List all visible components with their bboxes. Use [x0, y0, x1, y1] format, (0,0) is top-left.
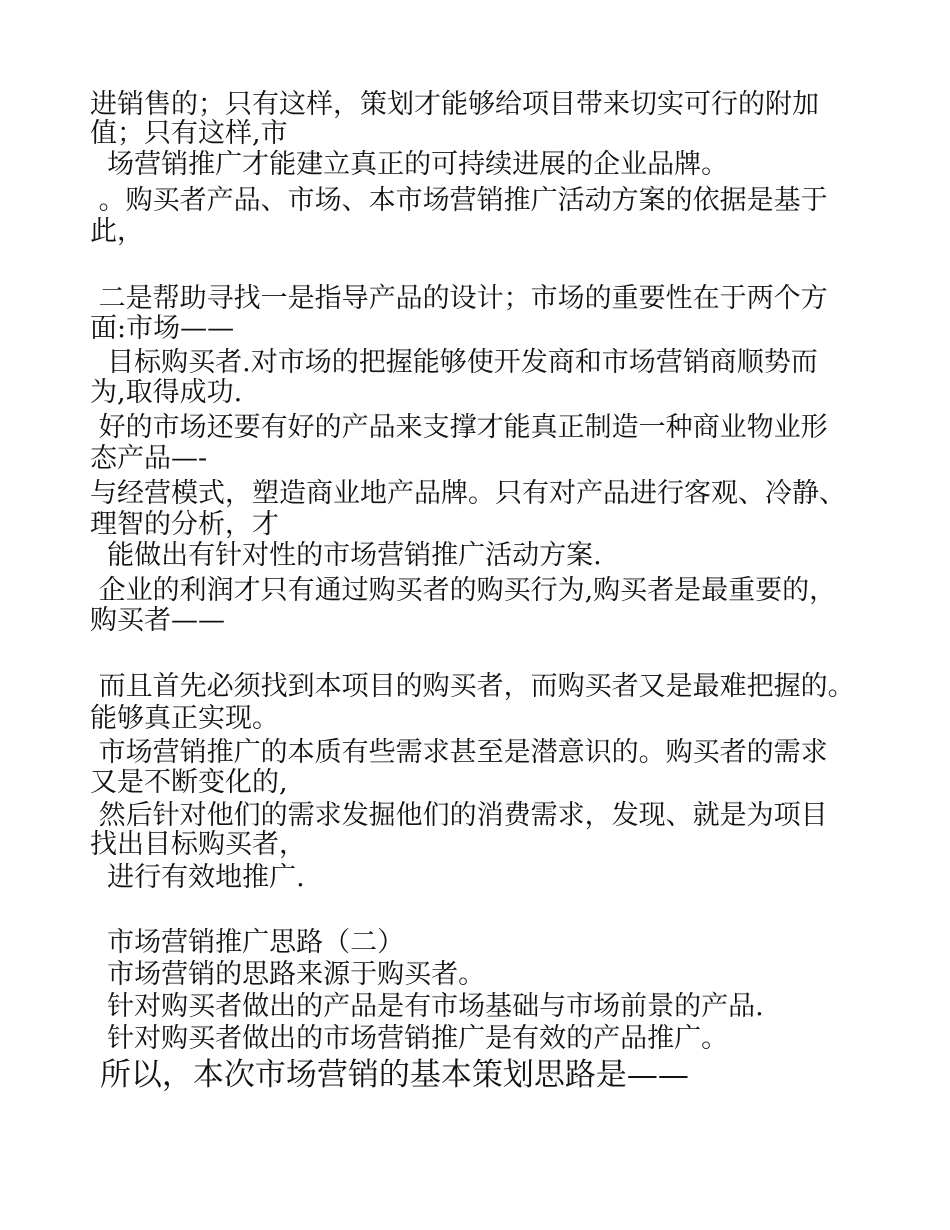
text-line: 针对购买者做出的市场营销推广是有效的产品推广。	[90, 1023, 729, 1054]
text-line: 能做出有针对性的市场营销推广活动方案.	[90, 540, 602, 571]
text-line: 二是帮助寻找一是指导产品的设计；市场的重要性在于两个方	[90, 283, 828, 314]
text-line: 好的市场还要有好的产品来支撑才能真正制造一种商业物业形	[90, 412, 828, 443]
text-line: 找出目标购买者，	[90, 829, 306, 860]
text-line-emphasis: 所以，本次市场营销的基本策划思路是——	[90, 1057, 689, 1093]
text-line: 进行有效地推广.	[90, 862, 305, 893]
text-line: 进销售的；只有这样，策划才能够给项目带来切实可行的附加	[90, 89, 819, 120]
text-line: 购买者——	[90, 605, 225, 636]
text-line: 与经营模式，塑造商业地产品牌。只有对产品进行客观、冷静、	[90, 478, 846, 509]
text-line: 市场营销推广思路（二）	[90, 927, 405, 958]
text-line: 市场营销的思路来源于购买者。	[90, 959, 486, 990]
text-line: 态产品—-	[90, 443, 208, 474]
text-line: 场营销推广才能建立真正的可持续进展的企业品牌。	[90, 149, 729, 180]
text-line: 又是不断变化的,	[90, 767, 288, 798]
text-line: 此，	[90, 216, 144, 247]
text-line: 然后针对他们的需求发掘他们的消费需求，发现、就是为项目	[90, 800, 828, 831]
text-line: 目标购买者.对市场的把握能够使开发商和市场营销商顺势而	[90, 347, 818, 378]
text-line: 理智的分析，才	[90, 509, 279, 540]
text-line: 值；只有这样,市	[90, 118, 288, 149]
text-line: 市场营销推广的本质有些需求甚至是潜意识的。购买者的需求	[90, 737, 828, 768]
text-line: 为,取得成功.	[90, 377, 243, 408]
text-line: 企业的利润才只有通过购买者的购买行为,购买者是最重要的，	[90, 575, 837, 606]
text-line: 面:市场——	[90, 313, 235, 344]
text-line: 而且首先必须找到本项目的购买者，而购买者又是最难把握的。	[90, 671, 855, 702]
text-line: 。购买者产品、市场、本市场营销推广活动方案的依据是基于	[90, 185, 828, 216]
text-line: 能够真正实现。	[90, 703, 279, 734]
text-line: 针对购买者做出的产品是有市场基础与市场前景的产品.	[90, 991, 764, 1022]
